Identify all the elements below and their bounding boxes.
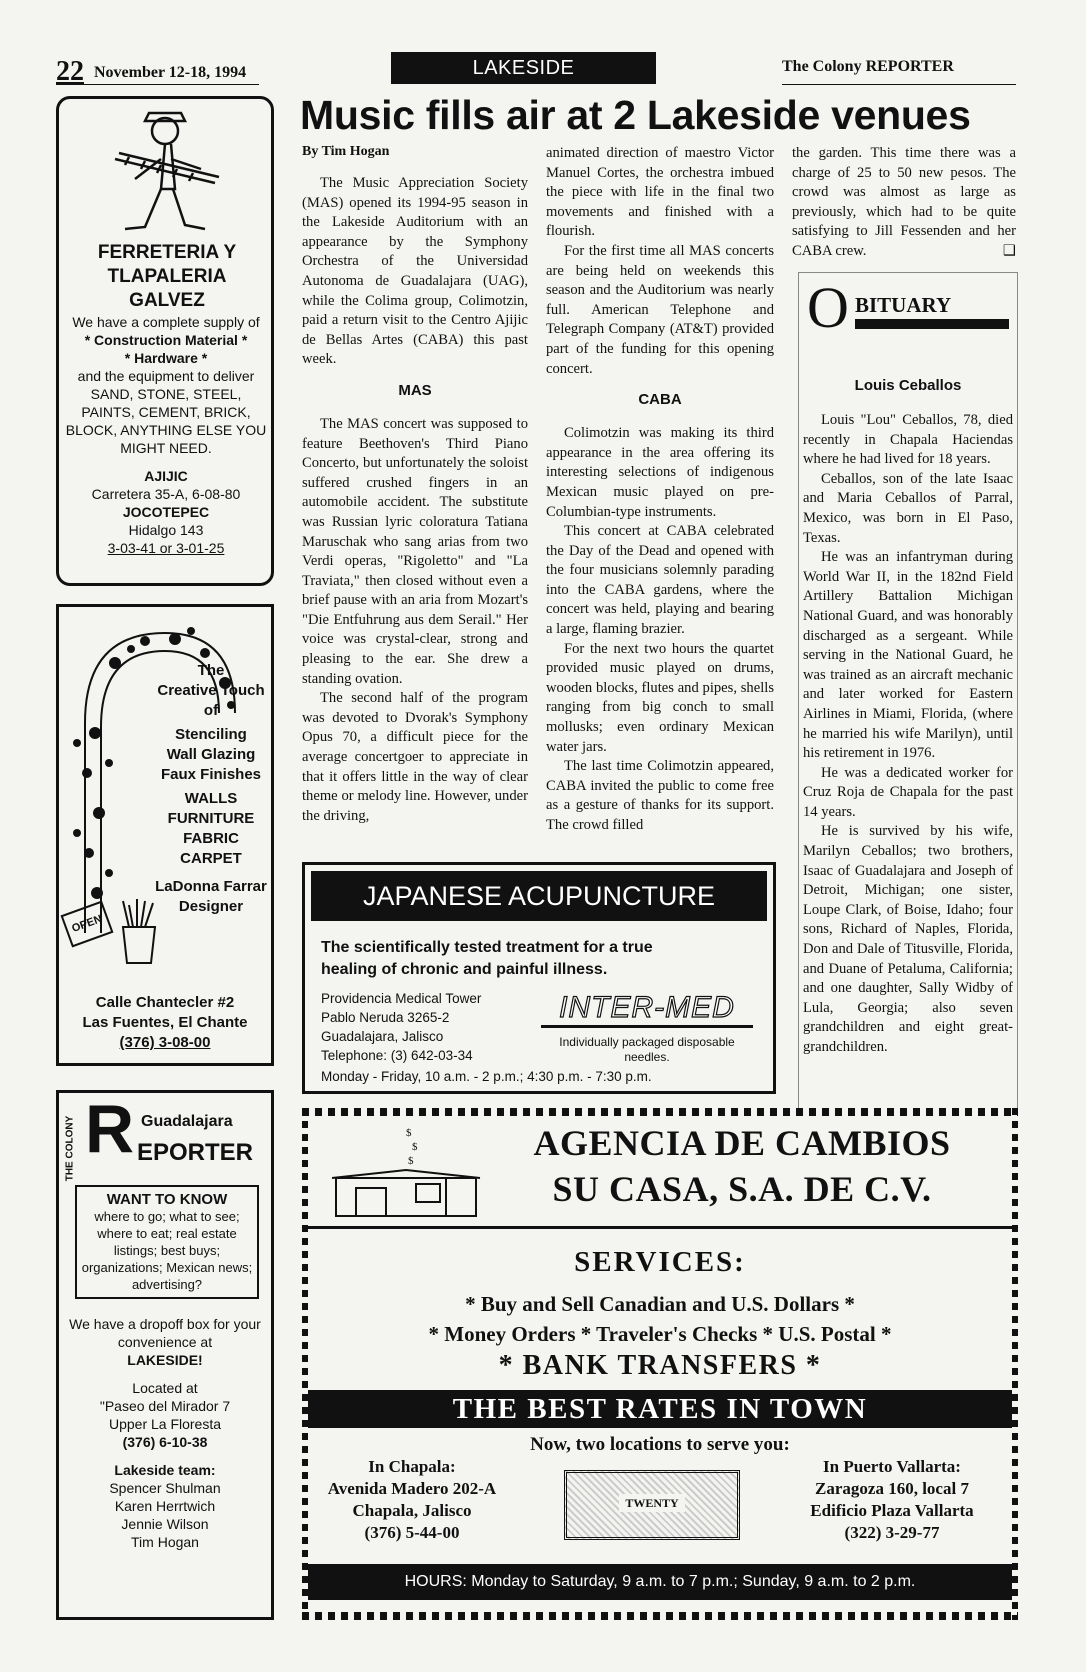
paragraph: Ceballos, son of the late Isaac and Maria Ceballos of Parral, Mexico, was born in El Paso, Texas.	[803, 470, 1013, 546]
dotted-border-top	[302, 1108, 1018, 1116]
ad-ferreteria	[56, 96, 274, 586]
paper-name: The Colony REPORTER	[782, 58, 954, 75]
paragraph: Colimotzin was making its third appearance in the area offering its interesting selections of indigenous Mexican music played on pre-Columbian-type instruments.	[546, 425, 774, 520]
needles-text: Individually packaged disposable needles.	[559, 1035, 735, 1064]
located-label: Located at	[132, 1380, 198, 1396]
dotted-border-bottom	[302, 1612, 1018, 1620]
open-sign-text: OPEN	[70, 913, 104, 935]
acupuncture-tagline: The scientifically tested treatment for a true healing of chronic and painful illness.	[321, 939, 653, 978]
want-title: WANT TO KNOW	[106, 1191, 228, 1208]
service-line: * BANK TRANSFERS *	[498, 1350, 822, 1381]
dollar-sign: $	[408, 1155, 414, 1167]
paragraph: This concert at CABA celebrated the Day of the Dead and opened with the four musicians solemnly parading into the CABA gardens, where the concert was held, playing and bearing a large, flaming brazier.	[546, 523, 774, 638]
obituary-initial: O	[807, 275, 849, 340]
issue-date: November 12-18, 1994	[94, 64, 247, 81]
acupuncture-phone: Telephone: (3) 642-03-34	[321, 1048, 473, 1063]
address-town: Las Fuentes, El Chante	[82, 1014, 248, 1031]
item-fabric: FABRIC	[183, 830, 239, 847]
byline: By Tim Hogan	[302, 144, 390, 159]
obituary-name: Louis Ceballos	[854, 377, 962, 394]
creative-of: of	[203, 702, 219, 719]
chapala-location	[312, 1456, 512, 1544]
service-faux: Faux Finishes	[160, 766, 262, 783]
ad-creative-touch	[56, 604, 274, 1066]
ad-reporter	[56, 1090, 274, 1620]
ad-acupuncture	[302, 862, 776, 1094]
locations-heading: Now, two locations to serve you:	[530, 1434, 790, 1455]
cambios-title-2: SU CASA, S.A. DE C.V.	[552, 1169, 932, 1209]
paragraph: The second half of the program was devoted to Dvorak's Symphony Opus 70, a difficult piece for the average concertgoer to appreciate in that it offers little in the way of clear theme or melody line. However, under the driving,	[302, 690, 528, 824]
item-carpet: CARPET	[180, 850, 242, 867]
paragraph: He was a dedicated worker for Cruz Roja de Chapala for the past 14 years.	[803, 764, 1013, 820]
creative-text	[147, 661, 275, 917]
dollar-bill-illustration	[564, 1470, 740, 1540]
pv-phone: (322) 3-29-77	[844, 1523, 940, 1542]
hardware-man-illustration	[105, 109, 225, 239]
article-column-3	[792, 144, 1016, 262]
deliver-line: and the equipment to deliver	[77, 368, 255, 384]
acupuncture-title: JAPANESE ACUPUNCTURE	[311, 871, 767, 921]
jocotepec-address: Hidalgo 143	[128, 522, 204, 538]
bank-building-illustration	[326, 1122, 486, 1222]
lakeside-label: LAKESIDE!	[127, 1352, 203, 1368]
location-jocotepec: JOCOTEPEC	[122, 504, 210, 520]
paragraph: The last time Colimotzin appeared, CABA invited the public to come free as a gesture of thanks for its support. The crowd filled	[546, 758, 774, 833]
pv-address-1: Zaragoza 160, local 7	[815, 1479, 969, 1498]
article-column-2	[546, 144, 774, 836]
creative-phone: (376) 3-08-00	[119, 1034, 211, 1051]
reporter-name: EPORTER	[137, 1139, 254, 1166]
want-text: where to go; what to see; where to eat; real estate listings; best buys; organizations; Mexican news; advertising?	[81, 1209, 253, 1292]
reporter-vertical-label: THE COLONY	[64, 1115, 76, 1182]
reporter-address-1: "Paseo del Mirador 7	[99, 1398, 231, 1414]
chapala-address-1: Avenida Madero 202-A	[327, 1479, 497, 1498]
chapala-title: In Chapala:	[368, 1457, 456, 1476]
acupuncture-hours: Monday - Friday, 10 a.m. - 2 p.m.; 4:30 p.m. - 7:30 p.m.	[321, 1069, 652, 1084]
service-line: * Buy and Sell Canadian and U.S. Dollars *	[465, 1292, 855, 1316]
pv-location	[782, 1456, 1002, 1544]
obituary-title-bar	[855, 319, 1009, 329]
subhead-caba: CABA	[638, 391, 682, 409]
item-furniture: FURNITURE	[167, 810, 255, 827]
item-walls: WALLS	[184, 790, 238, 807]
team-member: Jennie Wilson	[121, 1516, 209, 1532]
location-ajijic: AJIJIC	[144, 468, 188, 484]
service-line: * Money Orders * Traveler's Checks * U.S. Postal *	[428, 1322, 892, 1346]
paragraph: He is survived by his wife, Marilyn Ceballos; two brothers, Isaac of Guadalajara and Joseph of Detroit, Michigan; one sister, Loupe Clark, of Boise, Idaho; four sons, Richard of Naples, Florida, Don and Dale of Titusville, Florida, and Duane of Petaluma, California; and one daughter, Sally Widby of Lula, Georgia; also seven grandchildren and eight great-grandchildren.	[803, 823, 1013, 1055]
reporter-big-r: R	[85, 1091, 135, 1167]
paragraph: animated direction of maestro Victor Manuel Cortes, the orchestra imbued the piece with life in the final two movements and finished with a flourish.	[546, 145, 774, 240]
supply-line: We have a complete supply of	[72, 314, 260, 330]
obituary-body	[803, 411, 1013, 1058]
paragraph: The MAS concert was supposed to feature Beethoven's Third Piano Concerto, but unfortunately the soloist suffered crushed fingers in an automobile accident. The substitute was Russian lyric coloratura Tatiana Maruschak who sang arias from two Verdi operas, "Rigoletto" and "La Traviata," then closed without even a brief pause with an aria from Mozart's "Die Entfuhrung aus dem Serail." Her voice was crystal-clear, strong and pleasing to the ear. She drew a standing ovation.	[302, 415, 528, 687]
dollar-sign: $	[406, 1127, 412, 1139]
construction-line: * Construction Material *	[84, 332, 248, 348]
section-banner: LAKESIDE	[391, 52, 656, 84]
paragraph: Louis "Lou" Ceballos, 78, died recently in Chapala Haciendas where he had lived for 18 years.	[803, 412, 1013, 468]
dotted-border-right	[1012, 1108, 1018, 1620]
page-number: 22	[56, 56, 84, 87]
hardware-line: * Hardware *	[124, 350, 208, 366]
acupuncture-address-3: Guadalajara, Jalisco	[321, 1029, 444, 1044]
acupuncture-address-2: Pablo Neruda 3265-2	[321, 1010, 450, 1025]
header-rule-left	[56, 84, 259, 85]
cambios-rule	[308, 1226, 1012, 1229]
ad-cambios	[302, 1108, 1018, 1620]
paragraph: The Music Appreciation Society (MAS) opened its 1994-95 season in the Lakeside Auditorium with an appearance by the Symphony Orchestra of the Universidad Autonoma de Guadalajara (UAG), while the Colima group, Colimotzin, paid a return visit to the Centro Ajijic de Bellas Artes (CABA) this past week.	[302, 175, 528, 368]
acupuncture-address	[321, 989, 541, 1065]
team-member: Spencer Shulman	[109, 1480, 221, 1496]
service-wall-glazing: Wall Glazing	[166, 746, 256, 763]
headline: Music fills air at 2 Lakeside venues	[300, 92, 971, 138]
address-street: Calle Chantecler #2	[95, 994, 235, 1011]
want-to-know-box	[75, 1185, 259, 1299]
ajijic-address: Carretera 35-A, 6-08-80	[91, 486, 241, 502]
end-mark: ❑	[1002, 242, 1016, 259]
chapala-address-2: Chapala, Jalisco	[352, 1501, 472, 1520]
bill-text: TWENTY	[619, 1494, 684, 1512]
chapala-phone: (376) 5-44-00	[364, 1523, 460, 1542]
reporter-phone: (376) 6-10-38	[122, 1434, 208, 1450]
ferreteria-phones: 3-03-41 or 3-01-25	[107, 540, 225, 556]
paragraph: He was an infantryman during World War II, in the 182nd Field Artillery Battalion Michigan National Guard, and was honorably discharged as a sergeant. While serving in the National Guard, he was trained as an aircraft mechanic and later worked for Eastern Airlines in Miami, Florida, (where he married his wife Marilyn), until his retirement in 1976.	[803, 549, 1013, 762]
materials-line: SAND, STONE, STEEL, PAINTS, CEMENT, BRICK, BLOCK, ANYTHING ELSE YOU MIGHT NEED.	[65, 386, 267, 456]
services-heading: SERVICES:	[574, 1246, 746, 1278]
team-title: Lakeside team:	[114, 1462, 216, 1478]
intermed-logo: INTER-MED	[541, 991, 753, 1028]
cambios-title-1: AGENCIA DE CAMBIOS	[533, 1123, 951, 1163]
creative-name: Creative Touch	[157, 682, 265, 699]
team-member: Tim Hogan	[131, 1534, 199, 1550]
article-column-1	[302, 144, 528, 826]
subhead-mas: MAS	[398, 381, 432, 399]
header-rule-right	[782, 84, 1016, 85]
ferreteria-title: FERRETERIA Y TLAPALERIA GALVEZ	[97, 242, 237, 311]
paragraph	[792, 144, 1016, 262]
team-member: Karen Herrtwich	[114, 1498, 216, 1514]
service-stenciling: Stenciling	[175, 726, 247, 743]
acupuncture-address-1: Providencia Medical Tower	[321, 991, 482, 1006]
dollar-sign: $	[412, 1141, 418, 1153]
best-rates-banner: THE BEST RATES IN TOWN	[308, 1390, 1012, 1428]
reporter-info	[65, 1315, 265, 1551]
designer-title: Designer	[178, 898, 244, 915]
creative-address	[59, 993, 271, 1053]
pv-address-2: Edificio Plaza Vallarta	[810, 1501, 974, 1520]
ferreteria-text	[63, 313, 269, 557]
obituary-title: BITUARY	[855, 293, 952, 317]
paragraph-text: the garden. This time there was a charge of 25 to 50 new pesos. The crowd was almost as large as previously, which had to be quite satisfying to Jill Fessenden and her CABA crew.	[792, 145, 1016, 259]
obituary-box	[798, 272, 1018, 1109]
cambios-hours: HOURS: Monday to Saturday, 9 a.m. to 7 p.m.; Sunday, 9 a.m. to 2 p.m.	[308, 1564, 1012, 1600]
reporter-address-2: Upper La Floresta	[108, 1416, 222, 1432]
pv-title: In Puerto Vallarta:	[823, 1457, 961, 1476]
designer-name: LaDonna Farrar	[155, 878, 267, 895]
reporter-city: Guadalajara	[141, 1113, 233, 1130]
dropoff-text: We have a dropoff box for your convenience at	[69, 1316, 261, 1350]
creative-the: The	[197, 662, 225, 679]
paragraph: For the first time all MAS concerts are being held on weekends this season and the Auditorium was nearly full. American Telephone and Telegraph Company (AT&T) provided part of the funding for this opening concert.	[546, 242, 774, 377]
paragraph: For the next two hours the quartet provided music played on drums, wooden blocks, flutes and pipes, shells ranging from big conch to small mollusks; even ordinary Mexican water jars.	[546, 640, 774, 755]
page-header	[56, 52, 1016, 87]
